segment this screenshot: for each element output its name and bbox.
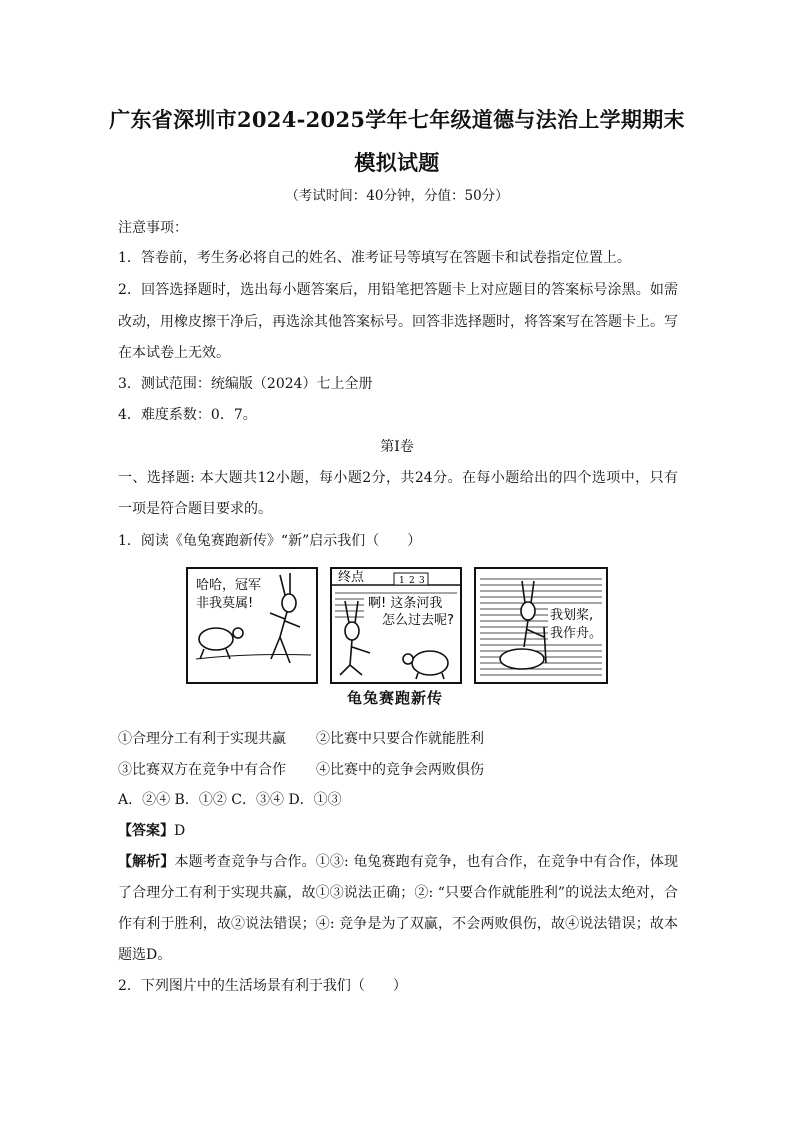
section-instructions-line2: 一项是符合题目要求的。 [118, 501, 272, 517]
podium-2: 2 [409, 576, 415, 586]
panel1-speech-line2: 非我莫属! [196, 596, 254, 611]
panel2-speech-line1: 啊! 这条河我 [368, 596, 443, 611]
q1-answer [118, 821, 678, 841]
q1-statement-4: ④比赛中的竞争会两败俱伤 [316, 762, 484, 778]
analysis-label: 【解析】 [118, 854, 175, 870]
exam-title-line2: 模拟试题 [354, 150, 440, 175]
note-2-line3: 在本试卷上无效。 [118, 345, 230, 361]
q1-choices: A．②④ B．①② C．③④ D．①③ [118, 792, 342, 808]
question-2-stem: 2．下列图片中的生活场景有利于我们（ ） [118, 978, 407, 994]
note-4: 4．难度系数：0．7。 [118, 407, 257, 423]
panel1-speech-line1: 哈哈，冠军 [196, 578, 262, 593]
comic-panel-1 [186, 567, 318, 684]
analysis-text-1: 本题考查竞争与合作。①③: 龟兔赛跑有竞争，也有合作，在竞争中有合作，体现 [174, 854, 678, 870]
note-1: 1．答卷前，考生务必将自己的姓名、准考证号等填写在答题卡和试卷指定位置上。 [118, 250, 631, 266]
answer-label: 【答案】 [118, 823, 174, 839]
q1-statement-1: ①合理分工有利于实现共赢 [118, 731, 286, 747]
podium-1: 1 [399, 576, 405, 586]
section-instructions-line1: 一、选择题: 本大题共12小题，每小题2分，共24分。在每小题给出的四个选项中，只有 [118, 470, 678, 486]
q1-analysis-line3: 作有利于胜利，故②说法错误；④: 竞争是为了双赢，不会两败俱伤，故④说法错误；故本 [118, 916, 678, 932]
note-2-line2: 改动，用橡皮擦干净后，再选涂其他答案标号。回答非选择题时，将答案写在答题卡上。写 [118, 314, 678, 330]
volume-heading: 第Ⅰ卷 [380, 439, 414, 455]
exam-info: （考试时间：40分钟，分值：50分） [285, 188, 509, 204]
comic-caption: 龟兔赛跑新传 [346, 689, 443, 707]
answer-value: D [174, 823, 186, 839]
panel2-finish-label: 终点 [338, 570, 365, 585]
comic-panel-3 [474, 567, 608, 684]
notes-heading: 注意事项： [118, 220, 188, 236]
q1-statement-2: ②比赛中只要合作就能胜利 [316, 731, 484, 747]
comic-panel-2 [330, 567, 462, 684]
note-3: 3．测试范围：统编版（2024）七上全册 [118, 376, 373, 392]
exam-title-line1: 广东省深圳市2024-2025学年七年级道德与法治上学期期末 [109, 107, 685, 132]
q1-statement-3: ③比赛双方在竞争中有合作 [118, 762, 286, 778]
q1-analysis-line2: 了合理分工有利于实现共赢，故①③说法正确；②: “只要合作就能胜利”的说法太绝对，合 [118, 885, 678, 901]
note-2-line1: 2．回答选择题时，选出每小题答案后，用铅笔把答题卡上对应题目的答案标号涂黑。如需 [118, 282, 678, 298]
podium-3: 3 [419, 576, 425, 586]
q1-analysis-line4: 题选D。 [118, 947, 172, 963]
panel3-speech-line1: 我划桨, [550, 608, 594, 623]
panel3-speech-line2: 我作舟。 [550, 626, 603, 641]
q1-analysis-line1 [118, 852, 678, 872]
question-1-stem: 1．阅读《龟兔赛跑新传》“新”启示我们（ ） [118, 533, 422, 549]
panel2-speech-line2: 怎么过去呢? [382, 613, 454, 628]
